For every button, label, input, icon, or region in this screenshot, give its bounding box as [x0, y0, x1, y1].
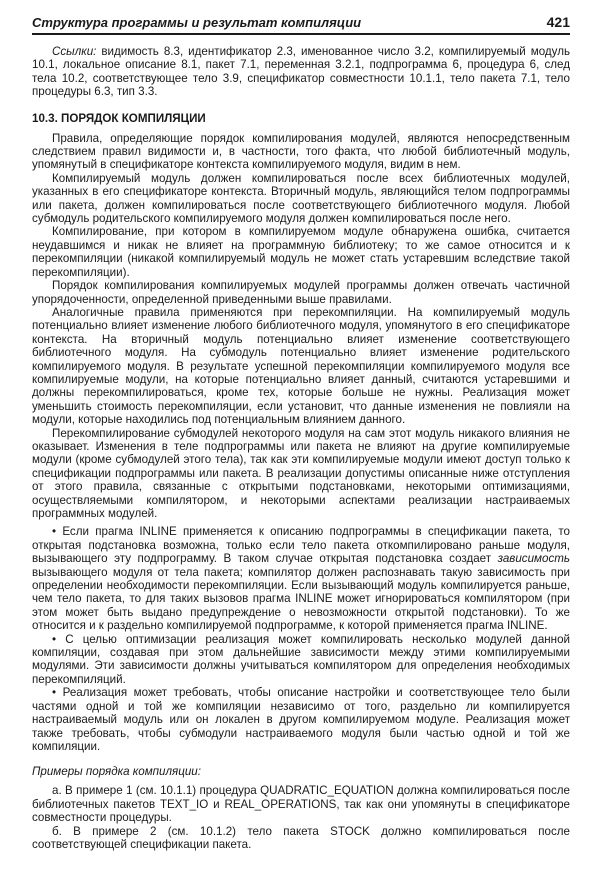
paragraph: Правила, определяющие порядок компилирования модулей, являются непосредственным следствием правил видимости и, в частности, того факта, что любой библиотечный модуль, упомянутый в спецификаторе контекста компилируемого модуля, видим в нем. — [32, 131, 570, 172]
bullet-emphasis: зависимость — [497, 552, 570, 566]
paragraph: Порядок компилирования компилируемых модулей программы должен отвечать частичной упорядоченности, определенной приведенными выше правилами. — [32, 279, 570, 306]
references-text: видимость 8.3, идентификатор 2.3, именованное число 3.2, компилируемый модуль 10.1, локальное описание 8.1, пакет 7.1, переменная 3.2.1, подпрограмма 6, процедура 6, след тела 10.2, соответствующее тело 3.9, спецификатор совместности 10.1.1, тело пакета 7.1, тело процедуры 6.3, тип 3.3. — [32, 45, 570, 99]
example-item: б. В примере 2 (см. 10.1.2) тело пакета STOCK должно компилироваться после соответствующей спецификации пакета. — [32, 824, 570, 851]
bullet-text: • Реализация может требовать, чтобы описание настройки и соответствующее тело были частями одной и той же компиляции независимо от того, раздельно ли компилируется настраиваемый модуль или он локален в другом компилируемом модуле. Реализация может также требовать, чтобы субмодули настраиваемого модуля были частью одной и той же компиляции. — [32, 686, 570, 753]
references-paragraph — [32, 45, 570, 99]
bullet-item — [32, 686, 570, 753]
running-title: Структура программы и результат компиляции — [32, 15, 362, 30]
paragraph: Компилируемый модуль должен компилироваться после всех библиотечных модулей, указанных в его спецификаторе контекста. Вторичный модуль, являющийся телом подпрограммы или пакета, должен компилироваться после соответствующего библиотечного модуля. Любой субмодуль родительского компилируемого модуля должен компилироваться после него. — [32, 171, 570, 226]
examples-title: Примеры порядка компиляции: — [32, 765, 201, 779]
page-body — [32, 45, 570, 851]
section-title: ПОРЯДОК КОМПИЛЯЦИИ — [61, 111, 206, 125]
references-lead: Ссылки: — [52, 45, 97, 58]
running-header — [32, 0, 570, 35]
page-number: 421 — [546, 14, 570, 30]
examples-list — [32, 784, 570, 851]
bullet-text: • Если прагма INLINE применяется к описанию подпрограммы в спецификации пакета, то открытая подстановка возможна, только если тело пакета откомпилировано раньше модуля, вызывающего эту подпрограмму. В таком случае открытая подстановка создает — [32, 525, 570, 566]
paragraph: Компилирование, при котором в компилируемом модуле обнаружена ошибка, считается неудавшимся и никак не влияет на программную библиотеку; то же самое относится и к перекомпиляции (никакой компилируемый модуль не может стать устаревшим вследствие такой перекомпиляции). — [32, 225, 570, 279]
bullet-item — [32, 525, 570, 632]
section-number: 10.3. — [32, 111, 58, 125]
bullet-item — [32, 633, 570, 687]
paragraph: Перекомпилирование субмодулей некоторого модуля на сам этот модуль никакого влияния не оказывает. Изменения в теле подпрограммы или пакета не влияют на другие компилируемые модули (кроме субмодулей этого тела), так как эти компилируемые модули имеют доступ только к спецификации подпрограммы или пакета. В реализации допустимы описанные ниже отступления от этого правила, связанные с открытыми подстановками, некоторыми оптимизациями, осуществляемыми компилятором, и некоторыми аспектами реализации настраиваемых программных модулей. — [32, 426, 570, 520]
example-item: а. В примере 1 (см. 10.1.1) процедура QUADRATIC_EQUATION должна компилироваться после библиотечных пакетов TEXT_IO и REAL_OPERATIONS, так как они упомянуты в спецификаторе совместности процедуры. — [32, 784, 570, 825]
bullet-text: • С целью оптимизации реализация может компилировать несколько модулей данной компиляции, создавая при этом дальнейшие зависимости между этими компилируемыми модулями. Эти зависимости должны учитываться компилятором для определения необходимых перекомпиляций. — [32, 632, 570, 686]
paragraph: Аналогичные правила применяются при перекомпиляции. На компилируемый модуль потенциально влияет изменение любого библиотечного модуля, упомянутого в его спецификаторе контекста. На вторичный модуль потенциально влияет изменение соответствующего библиотечного модуля. На субмодуль потенциально влияет изменение родительского компилируемого модуля. В результате успешной перекомпиляции компилируемого модуля все компилируемые модули, на которые потенциально влияет данный, считаются устаревшими и должны перекомпилироваться, кроме тех, которые больше не нужны. Реализация может уменьшить стоимость перекомпиляции, если установит, что данные изменения не повлияли на модули, которые находились под потенциальным влиянием данного. — [32, 305, 570, 427]
section-heading — [32, 112, 570, 126]
bullet-list — [32, 525, 570, 753]
bullet-text: вызывающего модуля от тела пакета; компилятор должен распознавать такую зависимость при определении необходимости перекомпиляции. Если вызывающий модуль компилируется раньше, чем тело пакета, то для таких вызовов прагма INLINE может игнорироваться компилятором (при этом может быть выдано предупреждение о невозможности открытой подстановки). То же относится и к раздельно компилируемой подпрограмме, к которой применяется прагма INLINE. — [32, 565, 570, 633]
